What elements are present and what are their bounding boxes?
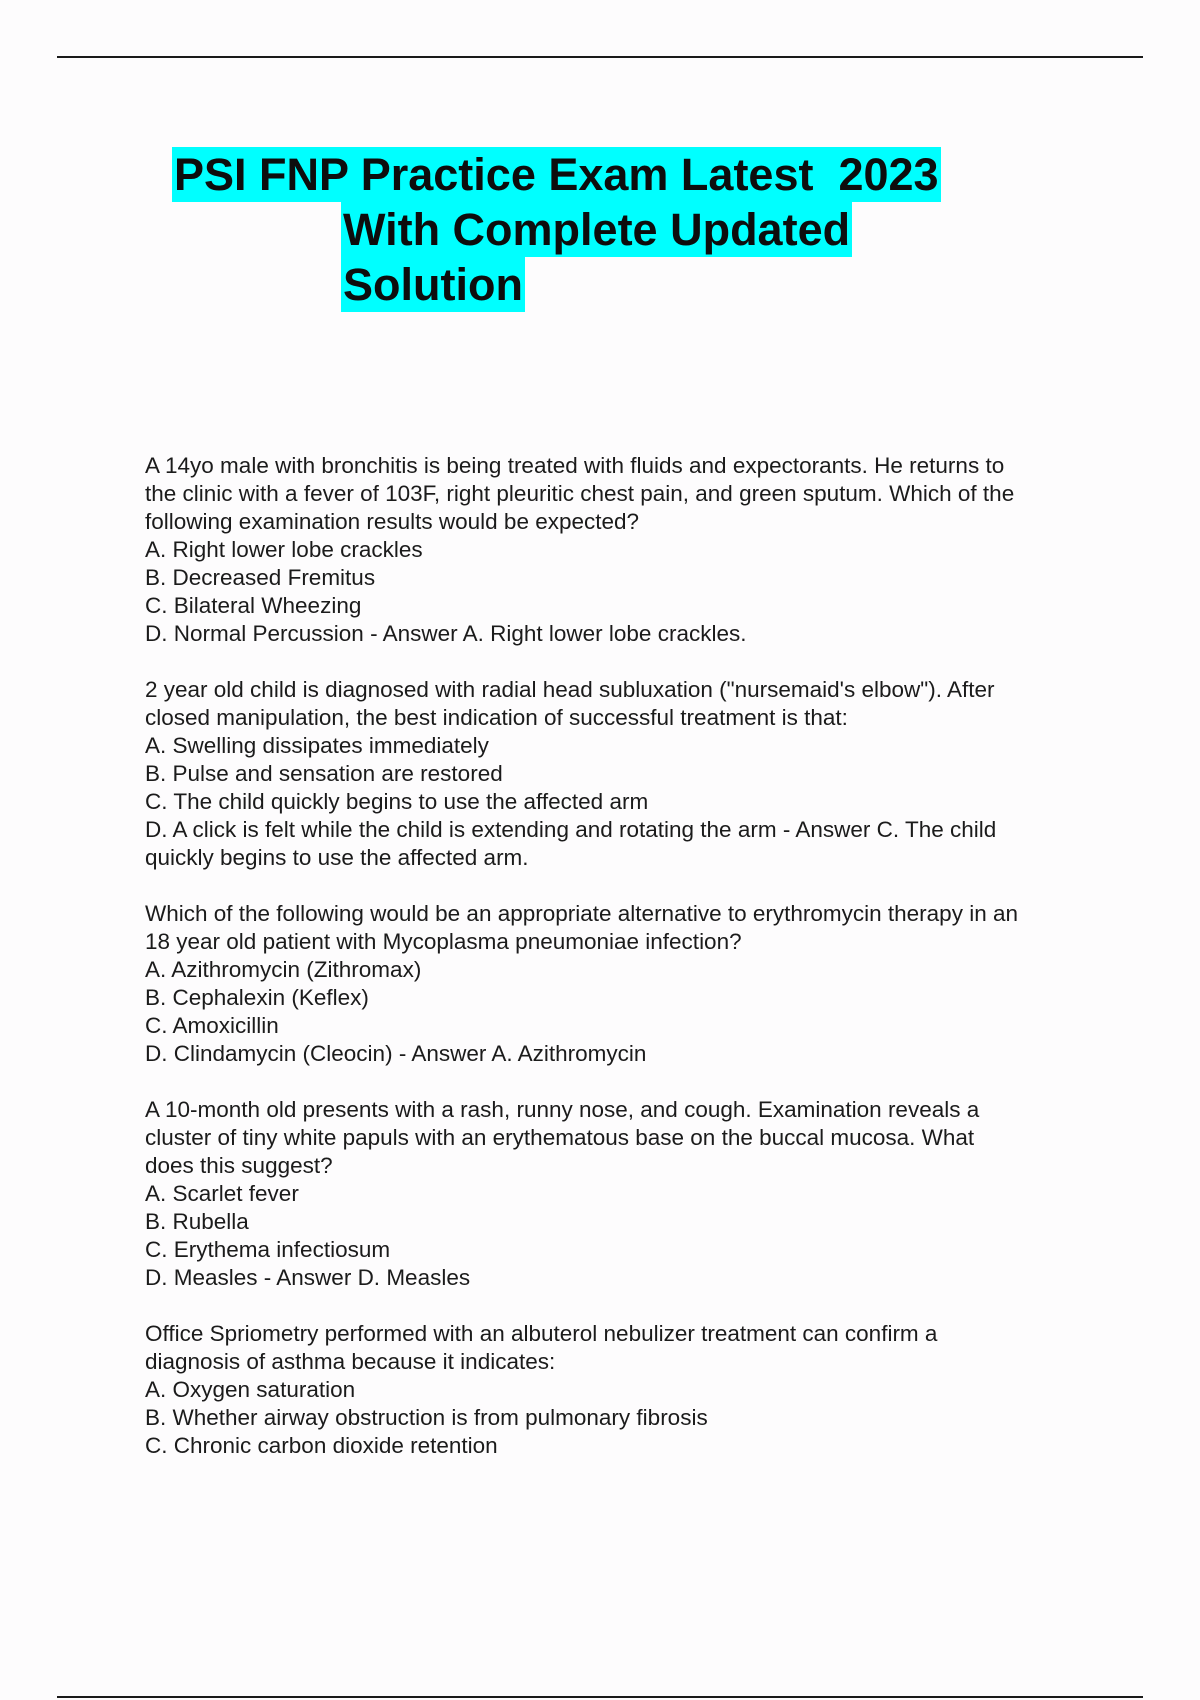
option-a: A. Azithromycin (Zithromax) xyxy=(145,957,422,982)
title-line-1: PSI FNP Practice Exam Latest 2023 xyxy=(174,149,939,200)
option-d-answer: D. A click is felt while the child is extending and rotating the arm - Answer C. The child xyxy=(145,817,997,842)
question-1 xyxy=(145,452,1090,648)
question-text-line: following examination results would be expected? xyxy=(145,509,640,534)
question-text-line: A 14yo male with bronchitis is being treated with fluids and expectorants. He returns to xyxy=(145,453,1005,478)
question-text-line: A 10-month old presents with a rash, runny nose, and cough. Examination reveals a xyxy=(145,1097,980,1122)
title-line-2: With Complete Updated xyxy=(343,204,851,255)
question-3 xyxy=(145,900,1090,1068)
option-c: C. The child quickly begins to use the affected arm xyxy=(145,789,649,814)
question-text-line: Which of the following would be an appropriate alternative to erythromycin therapy in an xyxy=(145,901,1018,926)
option-a: A. Scarlet fever xyxy=(145,1181,299,1206)
option-b: B. Cephalexin (Keflex) xyxy=(145,985,369,1010)
option-d-answer: D. Clindamycin (Cleocin) - Answer A. Azithromycin xyxy=(145,1041,647,1066)
question-2 xyxy=(145,676,1090,872)
bottom-rule xyxy=(57,1696,1143,1698)
option-b: B. Rubella xyxy=(145,1209,249,1234)
option-b: B. Whether airway obstruction is from pulmonary fibrosis xyxy=(145,1405,708,1430)
option-c: C. Erythema infectiosum xyxy=(145,1237,391,1262)
question-text-line: diagnosis of asthma because it indicates: xyxy=(145,1349,556,1374)
option-c: C. Chronic carbon dioxide retention xyxy=(145,1433,498,1458)
answer-continuation: quickly begins to use the affected arm. xyxy=(145,845,529,870)
option-b: B. Pulse and sensation are restored xyxy=(145,761,503,786)
option-c: C. Amoxicillin xyxy=(145,1013,279,1038)
question-text-line: 18 year old patient with Mycoplasma pneumoniae infection? xyxy=(145,929,742,954)
top-rule xyxy=(57,56,1143,58)
question-text-line: closed manipulation, the best indication of successful treatment is that: xyxy=(145,705,848,730)
title-line-3: Solution xyxy=(343,259,523,310)
question-text-line: Office Spriometry performed with an albuterol nebulizer treatment can confirm a xyxy=(145,1321,938,1346)
option-a: A. Swelling dissipates immediately xyxy=(145,733,489,758)
question-text-line: 2 year old child is diagnosed with radial head subluxation ("nursemaid's elbow"). After xyxy=(145,677,995,702)
question-text-line: the clinic with a fever of 103F, right pleuritic chest pain, and green sputum. Which of the xyxy=(145,481,1015,506)
questions-list xyxy=(145,452,1090,1488)
option-d-answer: D. Normal Percussion - Answer A. Right lower lobe crackles. xyxy=(145,621,747,646)
question-text-line: cluster of tiny white papuls with an erythematous base on the buccal mucosa. What xyxy=(145,1125,975,1150)
question-5 xyxy=(145,1320,1090,1460)
option-a: A. Oxygen saturation xyxy=(145,1377,356,1402)
option-c: C. Bilateral Wheezing xyxy=(145,593,362,618)
option-b: B. Decreased Fremitus xyxy=(145,565,376,590)
question-4 xyxy=(145,1096,1090,1292)
option-a: A. Right lower lobe crackles xyxy=(145,537,423,562)
option-d-answer: D. Measles - Answer D. Measles xyxy=(145,1265,471,1290)
question-text-line: does this suggest? xyxy=(145,1153,333,1178)
